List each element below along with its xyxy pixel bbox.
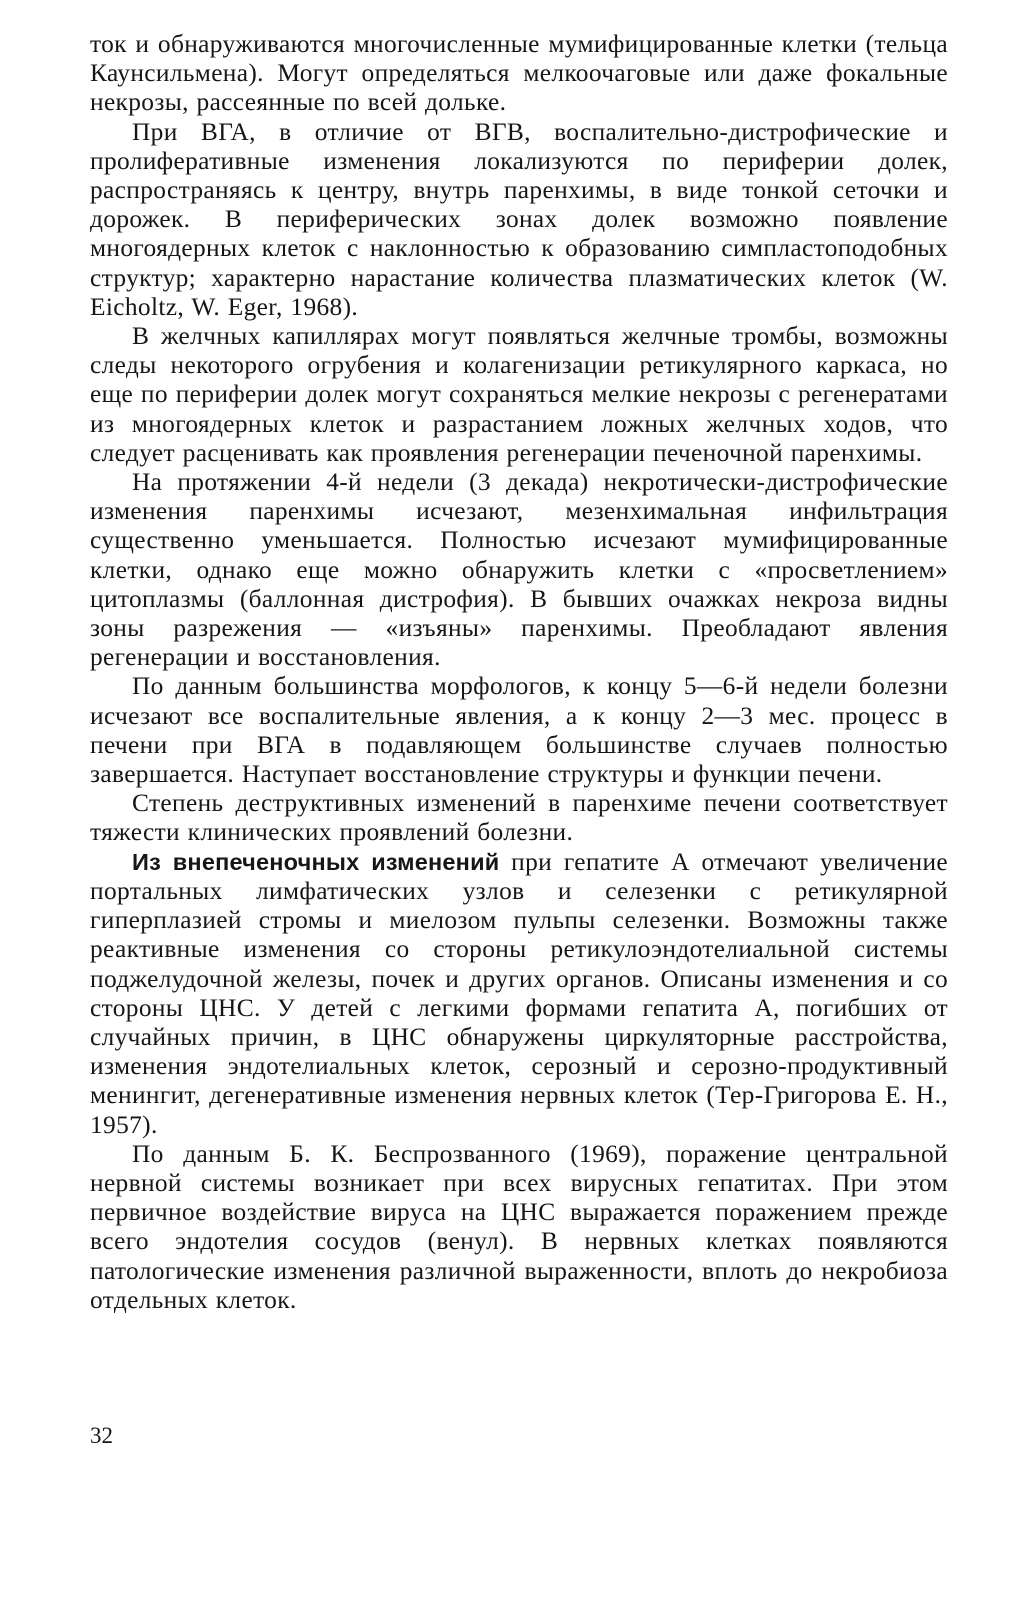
extrahepatic-text: при гепатите А отмечают увеличение портальных лимфатических узлов и селезенки с ретикулярной гиперплазией стромы и миелозом пульпы селезенки. Возможны также реактивные изменения со стороны ретикулоэндотелиальной системы поджелудочной железы, почек и других органов. Описаны изменения и со стороны ЦНС. У детей с легкими формами гепатита А, погибших от случайных причин, в ЦНС обнаружены циркуляторные расстройства, изменения эндотелиальных клеток, серозный и серозно-продуктивный менингит, дегенеративные изменения нервных клеток (Тер-Григорова Е. Н., 1957). xyxy=(90,847,949,1139)
paragraph-fourth-week: На протяжении 4-й недели (3 декада) некротически-дистрофические изменения паренхимы исчезают, мезенхимальная инфильтрация существенно уменьшается. Полностью исчезают мумифицированные клетки, однако еще можно обнаружить клетки с «просветлением» цитоплазмы (баллонная дистрофия). В бывших очажках некроза видны зоны разрежения — «изъяны» паренхимы. Преобладают явления регенерации и восстановления. xyxy=(90,468,948,672)
paragraph-extrahepatic xyxy=(90,848,948,1140)
page-body xyxy=(90,30,948,1315)
page-number: 32 xyxy=(90,1423,113,1448)
paragraph-severity: Степень деструктивных изменений в паренхиме печени соответствует тяжести клинических проявлений болезни. xyxy=(90,789,948,847)
paragraph-vga-changes: При ВГА, в отличие от ВГВ, воспалительно-дистрофические и пролиферативные изменения локализуются по периферии долек, распространяясь к центру, внутрь паренхимы, в виде тонкой сеточки и дорожек. В периферических зонах долек возможно появление многоядерных клеток с наклонностью к образованию симпластоподобных структур; характерно нарастание количества плазматических клеток (W. Eicholtz, W. Eger, 1968). xyxy=(90,117,948,321)
paragraph-recovery: По данным большинства морфологов, к концу 5—6-й недели болезни исчезают все воспалительные явления, а к концу 2—3 мес. процесс в печени при ВГА в подавляющем большинстве случаев полностью завершается. Наступает восстановление структуры и функции печени. xyxy=(90,672,948,789)
paragraph-continued: ток и обнаруживаются многочисленные мумифицированные клетки (тельца Каунсильмена). Могут определяться мелкоочаговые или даже фокальные некрозы, рассеянные по всей дольке. xyxy=(90,30,948,117)
paragraph-cns: По данным Б. К. Беспрозванного (1969), поражение центральной нервной системы возникает при всех вирусных гепатитах. При этом первичное воздействие вируса на ЦНС выражается поражением прежде всего эндотелия сосудов (венул). В нервных клетках появляются патологические изменения различной выраженности, вплоть до некробиоза отдельных клеток. xyxy=(90,1139,948,1314)
paragraph-bile-capillaries: В желчных капиллярах могут появляться желчные тромбы, возможны следы некоторого огрубения и колагенизации ретикулярного каркаса, но еще по периферии долек могут сохраняться мелкие некрозы с регенератами из многоядерных клеток и разрастанием ложных желчных ходов, что следует расценивать как проявления регенерации печеночной паренхимы. xyxy=(90,322,948,467)
extrahepatic-lead: Из внепеченочных изменений xyxy=(132,848,500,875)
